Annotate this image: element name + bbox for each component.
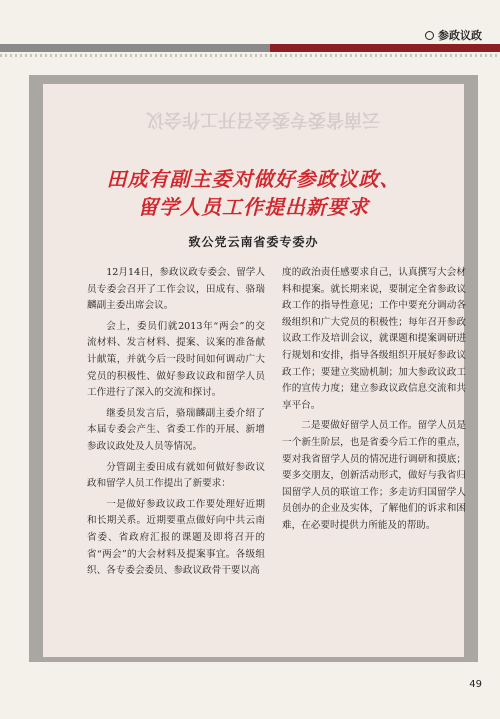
paragraph: 一是做好参政议政工作要处理好近期和长期关系。近期要重点做好向中共云南省委、省政府汇报的课题及即将召开的省“两会”的大会材料及提案事宜。各级组织、各专委会委员、参政议政骨干要以高: [87, 498, 265, 577]
header-dotted-rule: [0, 54, 500, 57]
article-title-line-1: 田成有副主委对做好参政议政、: [106, 167, 401, 191]
paragraph: 会上，委员们就2013年“两会”的交流材料、发言材料、提案、议案的准备献计献策，并就今后一段时间如何调动广大党员的积极性、做好参政议政和留学人员工作进行了深入的交流和探讨。: [87, 320, 265, 399]
paragraph: 度的政治责任感要求自己，认真撰写大会材料和提案。就长期来说，要制定全省参政议政工作的指导性意见；工作中要充分调动各级组织和广大党员的积极性；每年召开参政议政工作及培训会议，就课题和提案调研进行规划和安排，指导各级组织开展好参政议政工作；要建立奖励机制；加大参政议政工作的宣传力度；建立参政议政信息交流和共享平台。: [282, 267, 466, 411]
article-title-line-2: 留学人员工作提出新要求: [138, 195, 369, 219]
header-bar-gray: [0, 44, 270, 52]
article-column-right: [282, 265, 466, 539]
page-number: 49: [469, 679, 482, 690]
header-bar-red: [270, 44, 500, 52]
article-byline: 致公党云南省委专委办: [188, 235, 319, 249]
section-label-text: 参政议政: [438, 29, 482, 42]
article-column-left: [87, 265, 265, 584]
paragraph: 二是要做好留学人员工作。留学人员是一个新生阶层，也是省委今后工作的重点，要对我省留学人员的情况进行调研和摸底；要多交朋友，创新活动形式，做好与我省归国留学人员的联谊工作；多走访归国留学人员创办的企业及实体，了解他们的诉求和困难，在必要时提供力所能及的帮助。: [282, 420, 466, 531]
paragraph: 12月14日，参政议政专委会、留学人员专委会召开了工作会议，田成有、骆瑞麟副主委出席会议。: [87, 267, 265, 312]
paragraph: 分管副主委田成有就如何做好参政议政和留学人员工作提出了新要求：: [87, 461, 265, 490]
paragraph: 继委员发言后，骆瑞麟副主委介绍了本届专委会产生、省委工作的开展、新增参政议政处及人员等情况。: [87, 407, 265, 452]
article-title: [45, 165, 462, 221]
bleed-through-ghost-title: 云南省委专委会召开工作会议: [146, 109, 380, 130]
circle-bullet-icon: [425, 31, 434, 40]
section-label: [425, 27, 482, 43]
